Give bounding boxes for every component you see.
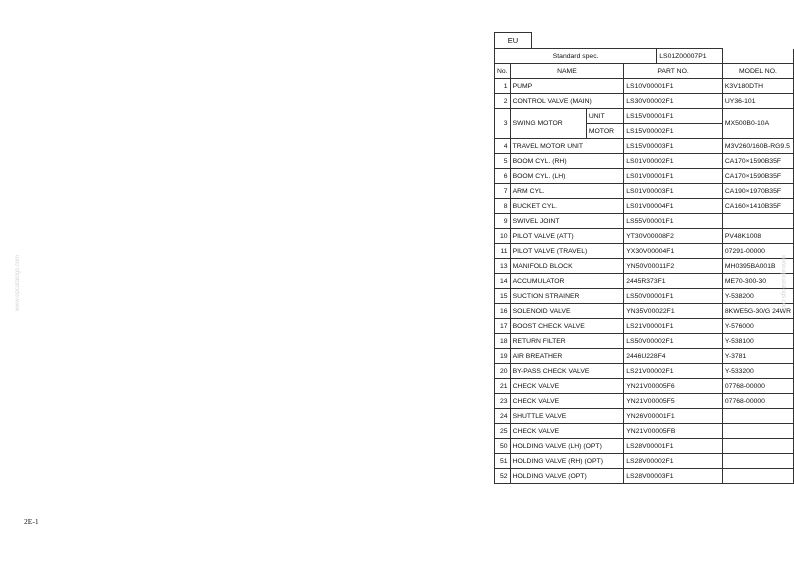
table-row <box>495 229 794 244</box>
watermark-right: www.epcatalogs.com <box>780 254 787 312</box>
table-row <box>495 109 794 124</box>
part-number: LS01V00003F1 <box>624 184 723 199</box>
item-name: BUCKET CYL. <box>510 199 624 214</box>
item-number: 16 <box>495 304 511 319</box>
item-name: HOLDING VALVE (LH) (OPT) <box>510 439 624 454</box>
model-number: 07768-00000 <box>722 379 793 394</box>
item-number: 10 <box>495 229 511 244</box>
part-number: LS01V00004F1 <box>624 199 723 214</box>
part-number: LS15V00002F1 <box>624 124 723 139</box>
table-row <box>495 139 794 154</box>
part-number: YN21V00005FB <box>624 424 723 439</box>
model-number: Y-533200 <box>722 364 793 379</box>
item-number: 25 <box>495 424 511 439</box>
part-number: LS01V00002F1 <box>624 154 723 169</box>
part-number: LS10V00001F1 <box>624 79 723 94</box>
header-name: NAME <box>510 64 624 79</box>
model-number: 07768-00000 <box>722 394 793 409</box>
standard-spec-row <box>495 49 794 64</box>
item-name: SWIVEL JOINT <box>510 214 624 229</box>
item-number: 20 <box>495 364 511 379</box>
item-name: TRAVEL MOTOR UNIT <box>510 139 624 154</box>
header-part-no: PART NO. <box>624 64 723 79</box>
model-number: Y-576000 <box>722 319 793 334</box>
model-number: MH0395BA001B <box>722 259 793 274</box>
sub-item-label: UNIT <box>586 109 623 124</box>
table-row <box>495 214 794 229</box>
parts-table <box>494 48 794 484</box>
item-name: CHECK VALVE <box>510 394 624 409</box>
standard-spec-value: LS01Z00007P1 <box>657 49 723 64</box>
part-number: LS28V00003F1 <box>624 469 723 484</box>
model-number: Y-538200 <box>722 289 793 304</box>
header-model-no: MODEL NO. <box>722 64 793 79</box>
part-number: LS30V00002F1 <box>624 94 723 109</box>
table-row <box>495 304 794 319</box>
part-number: YN26V00001F1 <box>624 409 723 424</box>
model-number <box>722 439 793 454</box>
table-row <box>495 349 794 364</box>
part-number: LS55V00001F1 <box>624 214 723 229</box>
table-row <box>495 244 794 259</box>
item-number: 13 <box>495 259 511 274</box>
item-number: 24 <box>495 409 511 424</box>
table-row <box>495 364 794 379</box>
item-number: 2 <box>495 94 511 109</box>
model-number <box>722 454 793 469</box>
part-number: YX30V00004F1 <box>624 244 723 259</box>
part-number: LS21V00001F1 <box>624 319 723 334</box>
item-name: SOLENOID VALVE <box>510 304 624 319</box>
sub-item-label: MOTOR <box>586 124 623 139</box>
item-number: 19 <box>495 349 511 364</box>
model-number: MX500B0-10A <box>722 109 793 139</box>
item-number: 7 <box>495 184 511 199</box>
part-number: YN50V00011F2 <box>624 259 723 274</box>
item-name: CHECK VALVE <box>510 379 624 394</box>
model-number: CA190×1970B35F <box>722 184 793 199</box>
item-number: 14 <box>495 274 511 289</box>
item-number: 6 <box>495 169 511 184</box>
part-number: YN21V00005F6 <box>624 379 723 394</box>
item-name: BOOM CYL. (RH) <box>510 154 624 169</box>
model-number: M3V260/160B-RG9.5 <box>722 139 793 154</box>
model-number <box>722 424 793 439</box>
region-tab: EU <box>494 32 532 49</box>
page-number: 2E-1 <box>24 517 39 526</box>
item-name: AIR BREATHER <box>510 349 624 364</box>
item-number: 11 <box>495 244 511 259</box>
item-name: RETURN FILTER <box>510 334 624 349</box>
part-number: 2445R373F1 <box>624 274 723 289</box>
table-row <box>495 184 794 199</box>
item-number: 1 <box>495 79 511 94</box>
model-number: K3V180DTH <box>722 79 793 94</box>
model-number: PV48K1008 <box>722 229 793 244</box>
item-number: 23 <box>495 394 511 409</box>
table-row <box>495 319 794 334</box>
table-row <box>495 259 794 274</box>
table-row <box>495 169 794 184</box>
part-number: LS15V00003F1 <box>624 139 723 154</box>
item-number: 17 <box>495 319 511 334</box>
blank-cell <box>722 49 793 64</box>
part-number: YN21V00005F5 <box>624 394 723 409</box>
item-number: 51 <box>495 454 511 469</box>
item-number: 4 <box>495 139 511 154</box>
part-number: LS28V00001F1 <box>624 439 723 454</box>
part-number: LS50V00002F1 <box>624 334 723 349</box>
header-no: No. <box>495 64 511 79</box>
part-number: LS50V00001F1 <box>624 289 723 304</box>
model-number: 07291-00000 <box>722 244 793 259</box>
header-row <box>495 64 794 79</box>
item-name: CHECK VALVE <box>510 424 624 439</box>
table-row <box>495 199 794 214</box>
item-name: CONTROL VALVE (MAIN) <box>510 94 624 109</box>
model-number: 8KWE5G-30/G 24WR <box>722 304 793 319</box>
item-name: SUCTION STRAINER <box>510 289 624 304</box>
part-number: LS28V00002F1 <box>624 454 723 469</box>
model-number <box>722 469 793 484</box>
item-number: 8 <box>495 199 511 214</box>
item-name: MANIFOLD BLOCK <box>510 259 624 274</box>
item-name: PILOT VALVE (TRAVEL) <box>510 244 624 259</box>
item-name: PUMP <box>510 79 624 94</box>
item-name: SWING MOTOR <box>510 109 586 139</box>
table-row <box>495 424 794 439</box>
item-number: 15 <box>495 289 511 304</box>
model-number <box>722 409 793 424</box>
model-number: Y-3781 <box>722 349 793 364</box>
model-number: CA160×1410B35F <box>722 199 793 214</box>
table-row <box>495 289 794 304</box>
standard-spec-label: Standard spec. <box>495 49 657 64</box>
table-row <box>495 394 794 409</box>
item-name: ARM CYL. <box>510 184 624 199</box>
table-row <box>495 79 794 94</box>
table-row <box>495 94 794 109</box>
item-number: 52 <box>495 469 511 484</box>
item-name: BOOST CHECK VALVE <box>510 319 624 334</box>
watermark-left: www.epcatalogs.com <box>15 254 22 312</box>
part-number: LS21V00002F1 <box>624 364 723 379</box>
item-name: HOLDING VALVE (OPT) <box>510 469 624 484</box>
item-name: HOLDING VALVE (RH) (OPT) <box>510 454 624 469</box>
item-number: 18 <box>495 334 511 349</box>
table-row <box>495 379 794 394</box>
table-row <box>495 409 794 424</box>
item-name: BOOM CYL. (LH) <box>510 169 624 184</box>
model-number: CA170×1590B35F <box>722 154 793 169</box>
item-name: PILOT VALVE (ATT) <box>510 229 624 244</box>
item-number: 50 <box>495 439 511 454</box>
item-name: BY-PASS CHECK VALVE <box>510 364 624 379</box>
item-name: ACCUMULATOR <box>510 274 624 289</box>
item-number: 5 <box>495 154 511 169</box>
table-row <box>495 274 794 289</box>
model-number: ME70-300-30 <box>722 274 793 289</box>
model-number: Y-538100 <box>722 334 793 349</box>
item-number: 21 <box>495 379 511 394</box>
item-number: 3 <box>495 109 511 139</box>
table-row <box>495 469 794 484</box>
model-number: UY36-101 <box>722 94 793 109</box>
model-number <box>722 214 793 229</box>
part-number: 2446U228F4 <box>624 349 723 364</box>
table-row <box>495 439 794 454</box>
table-row <box>495 334 794 349</box>
table-row <box>495 154 794 169</box>
part-number: YN35V00022F1 <box>624 304 723 319</box>
part-number: LS15V00001F1 <box>624 109 723 124</box>
table-row <box>495 454 794 469</box>
item-name: SHUTTLE VALVE <box>510 409 624 424</box>
model-number: CA170×1590B35F <box>722 169 793 184</box>
item-number: 9 <box>495 214 511 229</box>
part-number: LS01V00001F1 <box>624 169 723 184</box>
part-number: YT30V00008F2 <box>624 229 723 244</box>
